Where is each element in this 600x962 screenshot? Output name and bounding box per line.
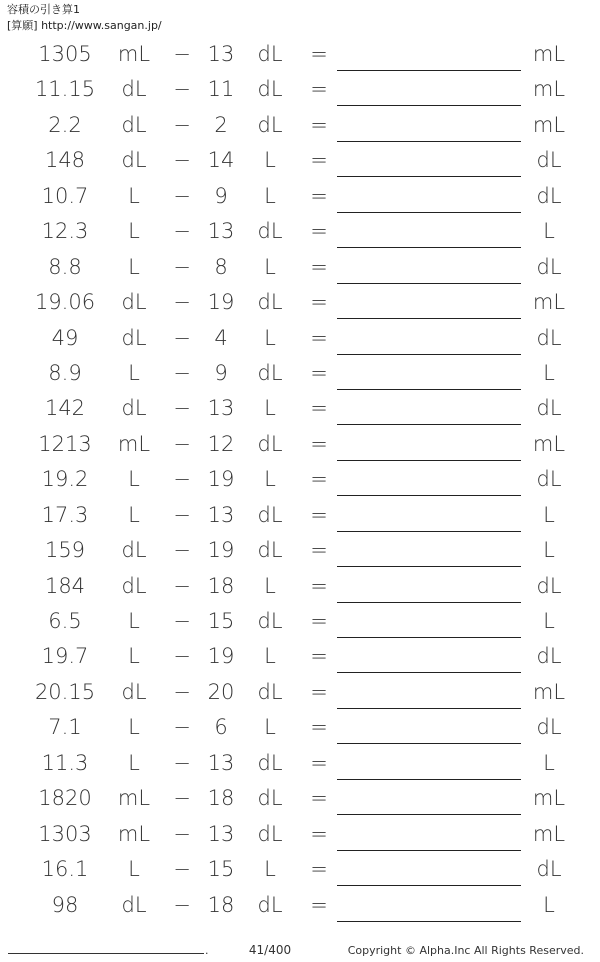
equals-sign: = bbox=[310, 538, 328, 563]
answer-blank[interactable] bbox=[337, 779, 521, 780]
second-unit: L bbox=[264, 644, 276, 669]
second-unit: dL bbox=[257, 431, 283, 456]
first-number: 1213 bbox=[38, 431, 92, 456]
first-unit: L bbox=[128, 609, 140, 633]
answer-blank[interactable] bbox=[337, 566, 521, 567]
equals-sign: = bbox=[310, 502, 328, 527]
problem-row bbox=[0, 108, 600, 143]
answer-blank[interactable] bbox=[337, 283, 521, 284]
problem-row bbox=[0, 746, 600, 781]
equals-sign: = bbox=[310, 467, 328, 492]
problem-row bbox=[0, 817, 600, 852]
second-number: 9 bbox=[214, 360, 228, 385]
equals-sign: = bbox=[310, 609, 328, 633]
answer-blank[interactable] bbox=[337, 460, 521, 461]
second-unit: L bbox=[264, 857, 276, 882]
answer-unit: mL bbox=[532, 42, 566, 66]
minus-sign: − bbox=[173, 219, 191, 244]
minus-sign: − bbox=[173, 396, 191, 421]
minus-sign: − bbox=[173, 821, 191, 846]
minus-sign: − bbox=[173, 502, 191, 527]
minus-sign: − bbox=[173, 609, 191, 633]
minus-sign: − bbox=[173, 892, 191, 917]
answer-unit: L bbox=[543, 219, 555, 244]
copyright-notice: Copyright © Alpha.Inc All Rights Reserved. bbox=[347, 944, 584, 957]
second-unit: dL bbox=[257, 42, 283, 66]
first-number: 17.3 bbox=[41, 502, 89, 527]
second-unit: L bbox=[264, 715, 276, 740]
equals-sign: = bbox=[310, 786, 328, 811]
name-line bbox=[8, 953, 204, 954]
first-number: 8.8 bbox=[48, 254, 82, 279]
problem-row bbox=[0, 569, 600, 604]
answer-blank[interactable] bbox=[337, 141, 521, 142]
second-unit: dL bbox=[257, 892, 283, 917]
first-unit: dL bbox=[121, 396, 147, 421]
problem-row bbox=[0, 356, 600, 391]
equals-sign: = bbox=[310, 360, 328, 385]
answer-blank[interactable] bbox=[337, 743, 521, 744]
answer-blank[interactable] bbox=[337, 814, 521, 815]
problem-row bbox=[0, 179, 600, 214]
problem-row bbox=[0, 675, 600, 710]
answer-unit: L bbox=[543, 750, 555, 775]
second-unit: dL bbox=[257, 609, 283, 633]
second-number: 13 bbox=[207, 396, 235, 421]
first-number: 1305 bbox=[38, 42, 92, 66]
first-number: 49 bbox=[51, 325, 79, 350]
answer-unit: L bbox=[543, 502, 555, 527]
minus-sign: − bbox=[173, 750, 191, 775]
first-number: 142 bbox=[44, 396, 86, 421]
equals-sign: = bbox=[310, 431, 328, 456]
problem-row bbox=[0, 781, 600, 816]
problem-row bbox=[0, 427, 600, 462]
minus-sign: − bbox=[173, 857, 191, 882]
answer-unit: L bbox=[543, 538, 555, 563]
answer-unit: L bbox=[543, 609, 555, 633]
second-unit: dL bbox=[257, 502, 283, 527]
answer-blank[interactable] bbox=[337, 318, 521, 319]
answer-unit: L bbox=[543, 360, 555, 385]
minus-sign: − bbox=[173, 715, 191, 740]
first-unit: L bbox=[128, 644, 140, 669]
problem-row bbox=[0, 143, 600, 178]
minus-sign: − bbox=[173, 254, 191, 279]
first-unit: dL bbox=[121, 77, 147, 102]
second-unit: dL bbox=[257, 360, 283, 385]
first-unit: L bbox=[128, 183, 140, 208]
first-unit: mL bbox=[117, 431, 151, 456]
first-number: 12.3 bbox=[41, 219, 89, 244]
second-number: 11 bbox=[207, 77, 235, 102]
second-number: 4 bbox=[214, 325, 228, 350]
minus-sign: − bbox=[173, 538, 191, 563]
first-number: 159 bbox=[44, 538, 86, 563]
equals-sign: = bbox=[310, 715, 328, 740]
first-unit: L bbox=[128, 254, 140, 279]
problem-row bbox=[0, 37, 600, 72]
minus-sign: − bbox=[173, 112, 191, 137]
first-unit: dL bbox=[121, 290, 147, 315]
problem-row bbox=[0, 852, 600, 887]
first-number: 19.2 bbox=[41, 467, 89, 492]
equals-sign: = bbox=[310, 77, 328, 102]
second-unit: L bbox=[264, 254, 276, 279]
answer-unit: mL bbox=[532, 786, 566, 811]
problem-row bbox=[0, 888, 600, 923]
first-number: 16.1 bbox=[41, 857, 89, 882]
minus-sign: − bbox=[173, 325, 191, 350]
first-number: 184 bbox=[44, 573, 86, 598]
first-number: 19.7 bbox=[41, 644, 89, 669]
minus-sign: − bbox=[173, 183, 191, 208]
first-unit: L bbox=[128, 857, 140, 882]
answer-blank[interactable] bbox=[337, 247, 521, 248]
second-number: 13 bbox=[207, 42, 235, 66]
answer-unit: dL bbox=[536, 325, 562, 350]
second-number: 19 bbox=[207, 290, 235, 315]
equals-sign: = bbox=[310, 254, 328, 279]
first-number: 148 bbox=[44, 148, 86, 173]
first-unit: mL bbox=[117, 42, 151, 66]
second-number: 13 bbox=[207, 502, 235, 527]
second-number: 8 bbox=[214, 254, 228, 279]
answer-unit: mL bbox=[532, 821, 566, 846]
answer-blank[interactable] bbox=[337, 885, 521, 886]
equals-sign: = bbox=[310, 183, 328, 208]
minus-sign: − bbox=[173, 431, 191, 456]
answer-unit: mL bbox=[532, 679, 566, 704]
first-unit: L bbox=[128, 715, 140, 740]
minus-sign: − bbox=[173, 42, 191, 66]
second-number: 18 bbox=[207, 786, 235, 811]
second-unit: dL bbox=[257, 538, 283, 563]
second-number: 20 bbox=[207, 679, 235, 704]
answer-blank[interactable] bbox=[337, 672, 521, 673]
answer-blank[interactable] bbox=[337, 531, 521, 532]
first-number: 1820 bbox=[38, 786, 92, 811]
second-unit: dL bbox=[257, 219, 283, 244]
first-number: 7.1 bbox=[48, 715, 82, 740]
first-unit: dL bbox=[121, 112, 147, 137]
first-number: 11.15 bbox=[34, 77, 96, 102]
answer-unit: dL bbox=[536, 715, 562, 740]
first-unit: dL bbox=[121, 538, 147, 563]
second-unit: L bbox=[264, 573, 276, 598]
first-number: 8.9 bbox=[48, 360, 82, 385]
minus-sign: − bbox=[173, 290, 191, 315]
first-unit: dL bbox=[121, 148, 147, 173]
answer-unit: dL bbox=[536, 183, 562, 208]
minus-sign: − bbox=[173, 148, 191, 173]
problem-list bbox=[0, 37, 600, 923]
second-unit: L bbox=[264, 396, 276, 421]
first-unit: L bbox=[128, 219, 140, 244]
answer-unit: dL bbox=[536, 467, 562, 492]
equals-sign: = bbox=[310, 219, 328, 244]
second-unit: L bbox=[264, 467, 276, 492]
second-number: 19 bbox=[207, 644, 235, 669]
equals-sign: = bbox=[310, 821, 328, 846]
equals-sign: = bbox=[310, 396, 328, 421]
first-unit: L bbox=[128, 750, 140, 775]
second-unit: dL bbox=[257, 112, 283, 137]
second-number: 14 bbox=[207, 148, 235, 173]
answer-unit: dL bbox=[536, 644, 562, 669]
equals-sign: = bbox=[310, 290, 328, 315]
problem-row bbox=[0, 533, 600, 568]
first-number: 10.7 bbox=[41, 183, 89, 208]
minus-sign: − bbox=[173, 77, 191, 102]
second-unit: L bbox=[264, 325, 276, 350]
page-number: 41/400 bbox=[248, 943, 292, 957]
answer-blank[interactable] bbox=[337, 105, 521, 106]
first-number: 19.06 bbox=[34, 290, 96, 315]
minus-sign: − bbox=[173, 679, 191, 704]
footer-dot: . bbox=[205, 944, 209, 957]
second-number: 2 bbox=[214, 112, 228, 137]
minus-sign: − bbox=[173, 573, 191, 598]
problem-row bbox=[0, 391, 600, 426]
first-unit: dL bbox=[121, 679, 147, 704]
answer-unit: dL bbox=[536, 254, 562, 279]
equals-sign: = bbox=[310, 573, 328, 598]
second-unit: L bbox=[264, 183, 276, 208]
answer-blank[interactable] bbox=[337, 389, 521, 390]
answer-blank[interactable] bbox=[337, 637, 521, 638]
first-unit: mL bbox=[117, 786, 151, 811]
answer-blank[interactable] bbox=[337, 602, 521, 603]
equals-sign: = bbox=[310, 644, 328, 669]
minus-sign: − bbox=[173, 644, 191, 669]
problem-row bbox=[0, 462, 600, 497]
second-number: 12 bbox=[207, 431, 235, 456]
minus-sign: − bbox=[173, 786, 191, 811]
answer-blank[interactable] bbox=[337, 212, 521, 213]
second-number: 6 bbox=[214, 715, 228, 740]
second-number: 13 bbox=[207, 821, 235, 846]
first-unit: mL bbox=[117, 821, 151, 846]
first-unit: dL bbox=[121, 892, 147, 917]
answer-unit: mL bbox=[532, 112, 566, 137]
second-number: 15 bbox=[207, 857, 235, 882]
first-number: 11.3 bbox=[41, 750, 89, 775]
problem-row bbox=[0, 498, 600, 533]
first-unit: dL bbox=[121, 325, 147, 350]
first-unit: L bbox=[128, 467, 140, 492]
second-unit: dL bbox=[257, 290, 283, 315]
answer-blank[interactable] bbox=[337, 424, 521, 425]
first-unit: L bbox=[128, 502, 140, 527]
second-number: 15 bbox=[207, 609, 235, 633]
equals-sign: = bbox=[310, 325, 328, 350]
minus-sign: − bbox=[173, 467, 191, 492]
second-unit: L bbox=[264, 148, 276, 173]
source-url: [算願] http://www.sangan.jp/ bbox=[7, 19, 162, 32]
answer-unit: dL bbox=[536, 573, 562, 598]
answer-unit: mL bbox=[532, 431, 566, 456]
problem-row bbox=[0, 710, 600, 745]
answer-unit: L bbox=[543, 892, 555, 917]
answer-unit: dL bbox=[536, 396, 562, 421]
second-number: 19 bbox=[207, 538, 235, 563]
first-number: 98 bbox=[51, 892, 79, 917]
equals-sign: = bbox=[310, 750, 328, 775]
first-number: 6.5 bbox=[48, 609, 82, 633]
answer-blank[interactable] bbox=[337, 921, 521, 922]
second-unit: dL bbox=[257, 750, 283, 775]
first-number: 2.2 bbox=[48, 112, 82, 137]
problem-row bbox=[0, 214, 600, 249]
worksheet-title: 容積の引き算1 bbox=[7, 3, 80, 16]
answer-unit: mL bbox=[532, 290, 566, 315]
problem-row bbox=[0, 639, 600, 674]
first-number: 1303 bbox=[38, 821, 92, 846]
answer-unit: dL bbox=[536, 857, 562, 882]
second-unit: dL bbox=[257, 786, 283, 811]
second-number: 19 bbox=[207, 467, 235, 492]
answer-blank[interactable] bbox=[337, 850, 521, 851]
problem-row bbox=[0, 72, 600, 107]
answer-blank[interactable] bbox=[337, 354, 521, 355]
second-unit: dL bbox=[257, 821, 283, 846]
first-unit: dL bbox=[121, 573, 147, 598]
second-number: 13 bbox=[207, 750, 235, 775]
second-unit: dL bbox=[257, 679, 283, 704]
first-number: 20.15 bbox=[34, 679, 96, 704]
problem-row bbox=[0, 285, 600, 320]
problem-row bbox=[0, 250, 600, 285]
answer-unit: dL bbox=[536, 148, 562, 173]
second-number: 9 bbox=[214, 183, 228, 208]
minus-sign: − bbox=[173, 360, 191, 385]
equals-sign: = bbox=[310, 892, 328, 917]
answer-blank[interactable] bbox=[337, 176, 521, 177]
problem-row bbox=[0, 604, 600, 639]
equals-sign: = bbox=[310, 148, 328, 173]
equals-sign: = bbox=[310, 679, 328, 704]
answer-blank[interactable] bbox=[337, 495, 521, 496]
second-number: 18 bbox=[207, 573, 235, 598]
answer-blank[interactable] bbox=[337, 708, 521, 709]
second-unit: dL bbox=[257, 77, 283, 102]
problem-row bbox=[0, 321, 600, 356]
second-number: 18 bbox=[207, 892, 235, 917]
equals-sign: = bbox=[310, 857, 328, 882]
first-unit: L bbox=[128, 360, 140, 385]
second-number: 13 bbox=[207, 219, 235, 244]
equals-sign: = bbox=[310, 112, 328, 137]
answer-blank[interactable] bbox=[337, 70, 521, 71]
answer-unit: mL bbox=[532, 77, 566, 102]
equals-sign: = bbox=[310, 42, 328, 66]
